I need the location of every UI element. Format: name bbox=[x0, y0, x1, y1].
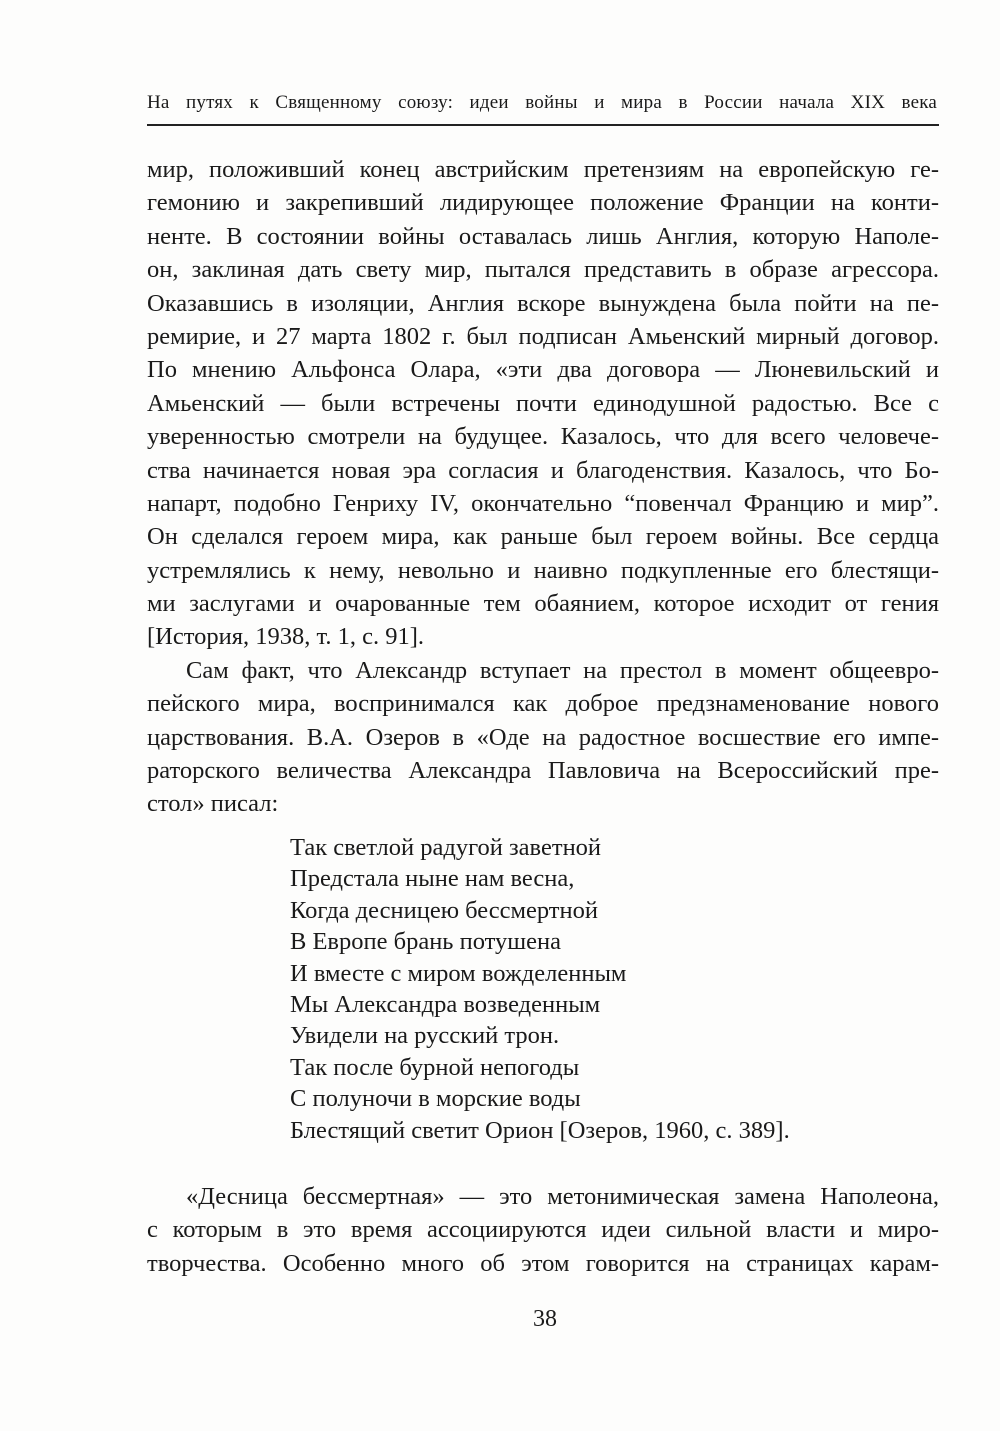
text-line: напарт, подобно Генриху IV, окончательно “повенчал Францию и мир”. bbox=[147, 489, 939, 517]
text-line: ремирие, и 27 марта 1802 г. был подписан Амьенский мирный договор. bbox=[147, 322, 939, 350]
text-line: «Десница бессмертная» — это метонимическая замена Наполеона, bbox=[186, 1183, 939, 1210]
text-line: ми заслугами и очарованные тем обаянием, которое исходит от гения bbox=[147, 590, 939, 618]
running-header: На путях к Священному союзу: идеи войны и мира в России начала XIX века bbox=[147, 92, 937, 113]
paragraph-3 bbox=[147, 1180, 939, 1280]
page-number: 38 bbox=[533, 1306, 557, 1332]
verse-line: Так светлой радугой заветной bbox=[290, 834, 602, 861]
text-line: устремлялись к нему, невольно и наивно подкупленные его блестящи- bbox=[147, 556, 939, 584]
verse-line: Предстала ныне нам весна, bbox=[290, 865, 575, 893]
text-line: мир, положивший конец австрийским претензиям на европейскую ге- bbox=[147, 156, 939, 183]
verse-line: И вместе с миром вожделенным bbox=[290, 959, 627, 987]
text-line: ства начинается новая эра согласия и благоденствия. Казалось, что Бо- bbox=[147, 456, 939, 484]
text-line: он, заклиная дать свету мир, пытался представить в образе агрессора. bbox=[147, 256, 939, 284]
text-line: пейского мира, воспринимался как доброе предзнаменование нового bbox=[147, 690, 939, 718]
verse-quote bbox=[290, 832, 790, 1146]
verse-line: Блестящий светит Орион [Озеров, 1960, с. 389]. bbox=[290, 1116, 790, 1144]
text-line: царствования. В.А. Озеров в «Оде на радостное восшествие его импе- bbox=[147, 723, 939, 751]
text-line: раторского величества Александра Павловича на Всероссийский пре- bbox=[147, 757, 939, 785]
text-line: Он сделался героем мира, как раньше был героем войны. Все сердца bbox=[147, 523, 939, 551]
text-line: Оказавшись в изоляции, Англия вскоре вынуждена была пойти на пе- bbox=[147, 289, 939, 317]
text-line: По мнению Альфонса Олара, «эти два договора — Люневильский и bbox=[147, 356, 939, 384]
text-line: стол» писал: bbox=[147, 790, 279, 818]
verse-line: Когда десницею бессмертной bbox=[290, 896, 598, 924]
text-line: Сам факт, что Александр вступает на престол в момент общеевро- bbox=[186, 656, 939, 684]
verse-line: С полуночи в морские воды bbox=[290, 1085, 581, 1113]
text-line: гемонию и закрепивший лидирующее положение Франции на конти- bbox=[147, 189, 939, 217]
paragraph-1 bbox=[147, 153, 939, 821]
text-line: ненте. В состоянии войны оставалась лишь Англия, которую Наполе- bbox=[147, 222, 939, 250]
text-line: с которым в это время ассоциируются идеи сильной власти и миро- bbox=[147, 1216, 939, 1244]
text-line: Амьенский — были встречены почти единодушной радостью. Все с bbox=[147, 389, 939, 417]
text-line: [История, 1938, т. 1, с. 91]. bbox=[147, 623, 425, 651]
verse-line: В Европе брань потушена bbox=[290, 928, 562, 956]
verse-line: Так после бурной непогоды bbox=[290, 1053, 580, 1081]
text-line: творчества. Особенно много об этом говорится на страницах карам- bbox=[147, 1249, 939, 1277]
text-line: уверенностью смотрели на будущее. Казалось, что для всего человече- bbox=[147, 423, 939, 451]
verse-line: Мы Александра возведенным bbox=[290, 990, 601, 1018]
header-rule bbox=[147, 124, 939, 126]
verse-line: Увидели на русский трон. bbox=[290, 1022, 560, 1050]
